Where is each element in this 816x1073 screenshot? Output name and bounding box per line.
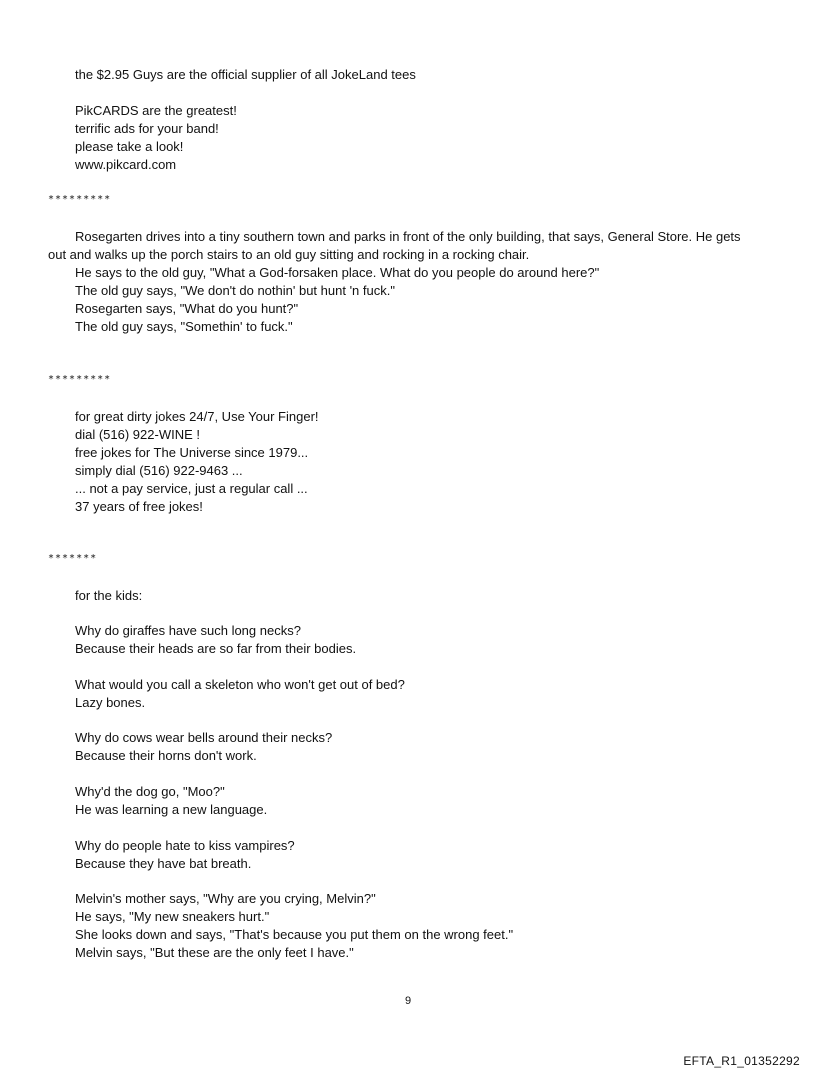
ad-pikcards-url: www.pikcard.com xyxy=(75,157,177,172)
kids-answer: He was learning a new language. xyxy=(75,802,268,817)
melvin-line: He says, "My new sneakers hurt." xyxy=(75,909,270,924)
ad-pikcards-line: please take a look! xyxy=(75,139,184,154)
kids-answer: Because their heads are so far from their bodies. xyxy=(75,641,357,656)
separator: ********* xyxy=(48,194,112,205)
separator: ******* xyxy=(48,553,98,564)
ad-phone-line: for great dirty jokes 24/7, Use Your Finger! xyxy=(75,409,319,424)
ad-supplier-line: the $2.95 Guys are the official supplier of all JokeLand tees xyxy=(75,67,416,82)
kids-question: Why do cows wear bells around their necks? xyxy=(75,730,333,745)
kids-answer: Because they have bat breath. xyxy=(75,856,252,871)
kids-heading: for the kids: xyxy=(75,588,143,603)
kids-question: What would you call a skeleton who won't get out of bed? xyxy=(75,677,405,692)
page-number: 9 xyxy=(404,995,412,1007)
joke-paragraph-line: out and walks up the porch stairs to an old guy sitting and rocking in a rocking chair. xyxy=(48,247,530,262)
joke-dialogue-line: The old guy says, "Somethin' to fuck." xyxy=(75,319,293,334)
ad-phone-line: 37 years of free jokes! xyxy=(75,499,203,514)
joke-dialogue-line: Rosegarten says, "What do you hunt?" xyxy=(75,301,299,316)
joke-dialogue-line: He says to the old guy, "What a God-forsaken place. What do you people do around here?" xyxy=(75,265,600,280)
ad-phone-line: free jokes for The Universe since 1979... xyxy=(75,445,309,460)
joke-paragraph-line: Rosegarten drives into a tiny southern town and parks in front of the only building, that says, General Store. He gets xyxy=(75,229,741,244)
melvin-line: She looks down and says, "That's because you put them on the wrong feet." xyxy=(75,927,514,942)
joke-dialogue-line: The old guy says, "We don't do nothin' but hunt 'n fuck." xyxy=(75,283,395,298)
kids-question: Why'd the dog go, "Moo?" xyxy=(75,784,225,799)
document-reference-id: EFTA_R1_01352292 xyxy=(683,1054,800,1068)
ad-pikcards-line: PikCARDS are the greatest! xyxy=(75,103,237,118)
kids-answer: Because their horns don't work. xyxy=(75,748,257,763)
kids-question: Why do people hate to kiss vampires? xyxy=(75,838,295,853)
kids-question: Why do giraffes have such long necks? xyxy=(75,623,301,638)
melvin-line: Melvin's mother says, "Why are you crying, Melvin?" xyxy=(75,891,376,906)
ad-pikcards-line: terrific ads for your band! xyxy=(75,121,219,136)
kids-answer: Lazy bones. xyxy=(75,695,146,710)
separator: ********* xyxy=(48,374,112,385)
ad-phone-line: simply dial (516) 922-9463 ... xyxy=(75,463,243,478)
ad-phone-line: dial (516) 922-WINE ! xyxy=(75,427,200,442)
melvin-line: Melvin says, "But these are the only feet I have." xyxy=(75,945,354,960)
ad-phone-line: ... not a pay service, just a regular call ... xyxy=(75,481,308,496)
